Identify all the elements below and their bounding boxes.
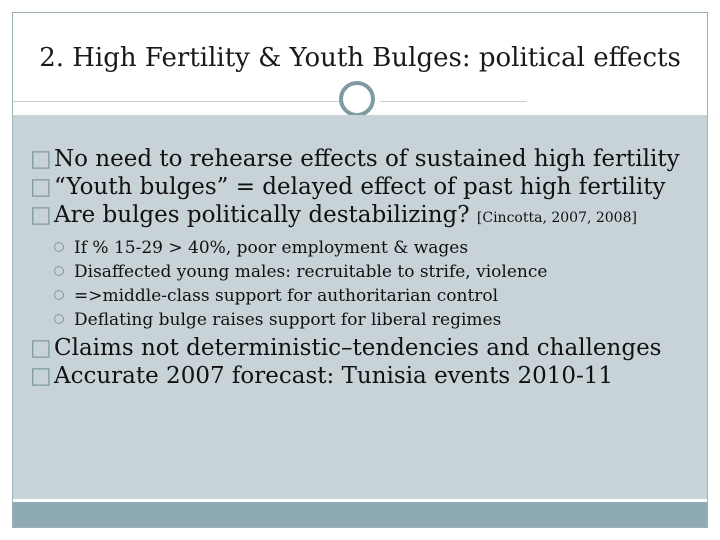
sub-bullet-item — [30, 260, 700, 284]
sub-bullet-text: If % 15-29 > 40%, poor employment & wages — [74, 238, 469, 258]
bullet-item — [30, 201, 700, 232]
sub-bullet-text: Deflating bulge raises support for liberal regimes — [74, 310, 502, 330]
square-bullet-icon: □ — [30, 335, 52, 361]
sub-bullet-item — [30, 308, 700, 332]
bullet-list — [30, 145, 700, 390]
ring-ornament-icon — [339, 81, 375, 117]
bullet-text: Accurate 2007 forecast: Tunisia events 2010-11 — [54, 363, 614, 389]
square-bullet-icon: □ — [30, 174, 52, 200]
bullet-text: Are bulges politically destabilizing? — [54, 202, 470, 228]
bullet-text: Claims not deterministic–tendencies and challenges — [54, 335, 662, 361]
footer-bar — [13, 502, 707, 527]
bullet-item — [30, 334, 700, 362]
circle-bullet-icon — [54, 290, 64, 300]
circle-bullet-icon — [54, 314, 64, 324]
sub-bullet-item — [30, 236, 700, 260]
square-bullet-icon: □ — [30, 146, 52, 172]
citation: [Cincotta, 2007, 2008] — [476, 210, 637, 226]
sub-bullet-item — [30, 284, 700, 308]
bullet-text: No need to rehearse effects of sustained high fertility — [54, 146, 680, 172]
circle-bullet-icon — [54, 266, 64, 276]
square-bullet-icon: □ — [30, 202, 52, 228]
square-bullet-icon: □ — [30, 363, 52, 389]
bullet-item — [30, 145, 700, 173]
bullet-text: “Youth bulges” = delayed effect of past high fertility — [54, 174, 666, 200]
slide-title: 2. High Fertility & Youth Bulges: political effects — [39, 43, 681, 73]
sub-bullet-text: =>middle-class support for authoritarian control — [74, 286, 499, 306]
circle-bullet-icon — [54, 242, 64, 252]
sub-bullet-text: Disaffected young males: recruitable to strife, violence — [74, 262, 548, 282]
title-divider-left — [13, 101, 341, 102]
sub-bullet-list — [30, 236, 700, 332]
title-divider-right — [380, 101, 527, 102]
bullet-item — [30, 173, 700, 201]
bullet-item — [30, 362, 700, 390]
